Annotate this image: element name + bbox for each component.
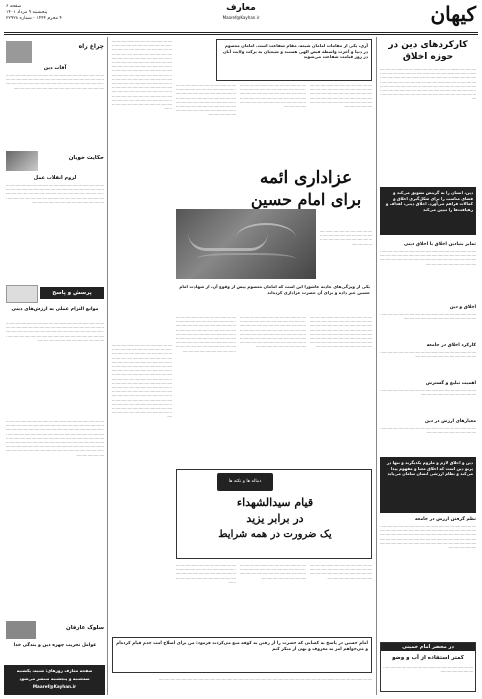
feature-box-2-sub: دنباله ها و نکته ها xyxy=(228,479,262,484)
left-footer-line-1: صفحه معارف روزهای: شنبه، یکشنبه xyxy=(16,668,93,673)
image-caption: یکی از ویژگی‌های حادثه عاشورا این است که امامان معصوم پیش از وقوع آن، از شهادت امام حسین خبر داده و برای آن حضرت عزاداری کرده‌اند xyxy=(179,284,370,295)
left-section-4-title: سلوک عارفان xyxy=(66,625,104,631)
center-area xyxy=(110,37,374,695)
right-subhead-3: کارکرد اخلاق در جامعه xyxy=(426,343,476,348)
right-pull-quote: دین، انسان را به گزینش تشویق می‌کند و فضای مناسب را برای شکل‌گیری اخلاق و کمالات فراهم می‌آورد. اخلاق دینی، اهداف و رهیافت‌ها را تبیین می‌کند xyxy=(380,187,476,235)
feature-box-2-badge xyxy=(217,473,273,491)
center-col-10: ــــ ــــ ــــــ ـــــ ــــ ـــــ ـــــ ـــــــ ـــــ ــــ ـــــ ـــــ ــــ ـــــ ـــــ ـــــ ـــــ ـــــ ـــــ ـــــ ـــــ ـــــ ـــــ ـــــ ـــــ ـــــ ـــــ ـــــ ـــــ ـــــ ـــــ ـــــ ـــــ ـــــ ـــــ ـــــ ـــــ ـــــ ـــــ ـــــ ـــــ ـــــ ـــــ ـــــ xyxy=(176,563,236,584)
feature-box-2-title-2: در برابر یزید xyxy=(246,512,304,525)
left-column xyxy=(4,37,105,695)
right-bottom-box-title: در محضر امام خمینی xyxy=(381,643,475,651)
left-section-1-title: چراغ راه xyxy=(78,43,104,50)
center-col-11: ــــ ــــ ــــــ ـــــ ــــ ـــــ ـــــ ـــــــ ـــــ ــــ ـــــ ـــــ ــــ ـــــ ـــــ ـــــ ـــــ ـــــ ـــــ ـــــ ـــــ ـــــ ـــــ ـــــ ـــــ ـــــ ـــــ ـــــ ـــــ ـــــ ـــــ ـــــ ـــــ ـــــ ـــــ ـــــ ـــــ ـــــ ـــــ ـــــ ـــــ ـــــ ـــــ xyxy=(240,563,306,580)
left-footer-box xyxy=(4,665,105,695)
right-subhead-2: اخلاق و دین xyxy=(449,305,476,310)
center-col-1: ــــ ــــ ــــــ ـــــ ــــ ـــــ ـــــ ـــــــ ـــــ ــــ ـــــ ـــــ ــــ ـــــ ـــــ ـــــ ـــــ ـــــ ـــــ ـــــ ـــــ ـــــ ـــــ ـــــ ـــــ ـــــ ـــــ ـــــ ـــــ ـــــ ـــــ ـــــ ـــــ ـــــ ـــــ ـــــ ـــــ ـــــ ـــــ ـــــ ـــــ ـــــ ـــــ ـــــ ـــــ ـــــ ـــــ ـــــ ـــــ ـــــ ـــــ ـــــ ـــــ ـــــ ـــــ ـــــ ـــــ ـــــ ـــــ ـــــ ـــــ ـــــ ـــــ ـــــ ـــــ ـــــ ـــــ ـــــ ـــــ ـــــ ـــــ ـــــ ـــــ ـــــ ـــــ ـــــ ـــــ ـــــ ـــــ ـــــ ـــــ ـــــ ـــــ ـــــ ـــــ ـــــ ـــــ ـــــ ـــــ ـــــ ـــــ ـــــ ـــــ ـــــ ـــــ ـــــ ـــــ ـــــ ـــــ ـــــ ـــــ ـــــ ـــــ ـــــ ـــــ ـــــ ـــــ ـــــ ـــــ ـــــ ـــــ ـــــ ـــــ ـــــ ـــــ ـــــ ـــــ ـــــ ـــــ ـــــ ـــــ ـــــ ـــــ ـــــ ـــــ ـــــ ـــــ ـــــ ـــــ ـــــ ـــــ ـــــ ـــــ ـــــ ـــــ ـــــ ـــــ ـــــ ـــــ ـــــ ـــــ ـــــ ـــــ ـــــ ـــــ ـــــ ـــــ ـــــ ـــــ ـــــ ـــــ ـــــ ـــــ ـــــ ـــــ ـــــ ـــــ ـــــ ـــــ ـــــ ـــــ ـــــ ـــــ ـــــ ـــــ ـــــ ـــــ ـــــ ـــــ ـــــ xyxy=(112,39,172,111)
center-col-4: ــــ ــــ ــــــ ـــــ ــــ ـــــ ـــــ ـــــــ ـــــ ــــ ـــــ ـــــ ــــ ـــــ ـــــ ـــــ ـــــ ـــــ ـــــ ـــــ ـــــ ـــــ ـــــ ـــــ ـــــ ـــــ ـــــ ـــــ ـــــ ـــــ ـــــ ـــــ ـــــ ـــــ ـــــ ـــــ ـــــ ـــــ ـــــ ـــــ ـــــ ـــــ ـــــ ـــــ ـــــ ـــــ ـــــ ـــــ ـــــ ـــــ ـــــ ـــــ ـــــ ـــــ ـــــ ـــــ ـــــ ـــــ ـــــ ـــــ xyxy=(310,83,372,109)
right-column xyxy=(378,37,478,695)
left-section-4-photo xyxy=(6,621,36,639)
right-text-1: ــــ ــــــ ـــــ ــــــــ ـــ ـــــــ ــــــ ــــ ـــــ ــــــــ ـــ ـــــ ـــــــ ــــ ـــــ ـــــ ـــــــ ــ ـــــ ـــــ ـــــــ ــــــ ــــ ـــــ ـــــــ ـــــ ـــــ ـــــ ـــــــ ــــ ـــــ ـــــ ــــــ ـــــ ـــــ ـــــــ ـــ ـــــ ــــــ ـــــ ــــ ـــــ ـــــــ ـــــ ـــــ ـــــــ ـــــ ـــــ ـــــ ـــــ ـــــ ـــ ـــــ ـــــ ـــــــ ـــــ ـــــ ــــ ـــــ ـــــ ـــــ ـــــ ـــــ ـــــ ـــــ ـــــ ـــــ ـــــ ـــــ ــــ ـــــ ـــــ ـــــ ـــــ ـــــ ـــ ـــــ ـــــ ـــــ ـــــ ـــــ ـــــ ـــــ ـــــ ـــــ ـــــ ـــــ ـــــ ـــــ ـــــ ـــــ ـــــ ـــــ ـــــ ـــــ ـــــ ـــــ ـــــ ـــــ ـــــ ـــــ ـــــ ـــــ ـــــ ـــــ ـــــ ـــــ ـــــ ـــــ ـــــ ـــــ ـــــ ـــــ ـــــ ـــــ ـــــ ـــــ xyxy=(380,67,476,101)
center-col-5: ــــ ــــ ــــــ ـــــ ــــ ـــــ ـــــ ـــــــ ـــــ ــــ ـــــ ـــــ ــــ ـــــ ـــــ ـــــ ـــــ ـــــ ـــــ ـــــ ـــــ ـــــ ـــــ ـــــ ـــــ ـــــ ـــــ ـــــ ـــــ ـــــ ـــــ xyxy=(320,229,372,246)
right-subhead-6: نظم گرفتن ارزش در جامعه xyxy=(415,517,476,522)
image-calligraphy-3 xyxy=(196,253,296,267)
main-title-line-2: برای امام حسین xyxy=(250,190,362,209)
right-text-3: ــــ ــــ ــــــ ـــــ ــــ ـــــ ـــــ ـــــــ ـــــ ــــ ـــــ ـــــ ــــ ـــــ ـــــ ـــــ ـــــ ـــــ ـــــ ـــــ ـــــ ـــــ ـــــ ـــــ ـــــ ـــــ ـــــ ـــــ ـــــ ـــــ xyxy=(380,312,476,321)
image-calligraphy-2 xyxy=(236,223,296,253)
right-text-6: ــــ ــــ ــــــ ـــــ ــــ ـــــ ـــــ ـــــــ ـــــ ــــ ـــــ ـــــ ــــ ـــــ ـــــ ـــــ ـــــ ـــــ ـــــ ـــــ ـــــ ـــــ ـــــ ـــــ ـــــ ـــــ xyxy=(380,426,476,435)
right-text-5: ــــ ــــ ــــــ ـــــ ــــ ـــــ ـــــ ـــــــ ـــــ ــــ ـــــ ـــــ ــــ ـــــ ـــــ ـــــ ـــــ ـــــ ـــــ ـــــ ـــــ ـــــ ـــــ ـــــ ـــــ ـــــ ـــــ xyxy=(380,388,476,397)
left-footer-line-3: Maaref@Kayhan.ir xyxy=(32,684,77,689)
section-site: Maaref@Kayhan.ir xyxy=(222,15,260,20)
featured-image xyxy=(176,209,316,279)
section-title: معارف xyxy=(226,3,256,13)
right-bottom-box: در محضر امام خمینی کمتر استفاده از آب و وضو ــــ ــــ ــــــ ـــــ ــــ ـــــ ـــــ ـــــــ ـــــ ــــ ـــــ ـــــ ــــ ـــــ ـــــ ـــــ ـــــ ـــــ ـــــ ـــــ ـــــ ـــــ xyxy=(380,642,476,692)
left-section-2: حکایت خوبان لزوم انقلاب عمل ــــ ــــ ــــــ ـــــ ــــ ـــــ ـــــ ـــــــ ـــــ ــــ ـــــ ـــــ ــــ ـــــ ـــــ ـــــ ـــــ ـــــ ـــــ ـــــ ـــــ ـــــ ـــــ ـــــ ـــــ ـــــ ـــــ ـــــ ـــــ ـــــ ـــــ ـــــ ـــــ ـــــ ـــــ ـــــ ـــــ ـــــ ـــــ ـــــ ـــــ ـــــ ـــــ ـــــ ـــــ ـــــ ـــــ ـــــ ـــــ ـــــ ـــــ ـــــ ـــــ ـــــ ـــــ ـــــ ـــــ ـــــ ـــــ ـــــ ـــــ ـــــ ـــــ ـــــ ـــــ ـــــ ـــــ ـــــ ـــــ ـــــ ـــــ ـــــ ـــــ ـــــ ـــــ ـــــ ـــــ ـــــ ـــــ ـــــ ـــــ ـــــ xyxy=(4,151,105,281)
right-subhead-5: معیارهای ارزش در دین xyxy=(425,419,476,424)
lead-box: آری، یکی از مقامات امامان شیعه، مقام شفاعت است. امامان معصوم در دنیا و آخرت واسطه فیض الهی هستند و شیعیان به برکت ولایت آنان در روز قیامت شفاعت می‌شوند xyxy=(216,39,372,81)
left-section-3-title: پرسش و پاسخ xyxy=(52,290,92,296)
feature-box-2 xyxy=(176,469,372,559)
header-rule-2 xyxy=(4,34,478,35)
left-section-1: چراغ راه آفات دین ــــ ــــ ــــــ ـــــ ــــ ـــــ ـــــ ـــــــ ـــــ ــــ ـــــ ـــــ ــــ ـــــ ـــــ ـــــ ـــــ ـــــ ـــــ ـــــ ـــــ ـــــ ـــــ ـــــ ـــــ ـــــ ـــــ ـــــ ـــــ ـــــ ـــــ ـــــ ـــــ ـــــ ـــــ ـــــ ـــــ ـــــ ـــــ ـــــ ـــــ ـــــ ـــــ ـــــ ـــــ ـــــ ـــــ ـــــ ـــــ ـــــ ـــــ ـــــ ـــــ ـــــ ـــــ ـــــ ـــــ ـــــ ـــــ ـــــ ـــــ ـــــ ـــــ ـــــ ـــــ ـــــ ـــــ ـــــ xyxy=(6,43,104,90)
left-section-3: پرسش و پاسخ موانع التزام عملی به ارزش‌های دینی ــــ ــــ ــــــ ـــــ ــــ ـــــ ـــــ ـــــــ ـــــ ــــ ـــــ ـــــ ــــ ـــــ ـــــ ـــــ ـــــ ـــــ ـــــ ـــــ ـــــ ـــــ ـــــ ـــــ ـــــ ـــــ ـــــ ـــــ ـــــ ـــــ ـــــ ـــــ ـــــ ـــــ ـــــ ـــــ ـــــ ـــــ ـــــ ـــــ ـــــ ـــــ ـــــ ـــــ ـــــ ـــــ ـــــ ـــــ ـــــ ـــــ ـــــ ـــــ ـــــ ـــــ ـــــ ـــــ ـــــ ـــــ ـــــ ـــــ ـــــ ـــــ ـــــ ـــــ ـــــ ـــــ ـــــ ـــــ ـــــ ـــــ ـــــ ـــــ ـــــ ـــــ ـــــ ـــــ ـــــ ـــــ ـــــ ـــــ ـــــ xyxy=(4,285,105,415)
right-subhead-1: تمایز بنیادین اخلاق با اخلاق دینی xyxy=(403,242,476,247)
left-section-3-photo xyxy=(6,285,38,303)
rule-right xyxy=(376,37,377,695)
feature-box-2-title-3: یک ضرورت در همه شرایط xyxy=(218,529,332,540)
right-text-4: ــــ ــــ ــــــ ـــــ ــــ ـــــ ـــــ ـــــــ ـــــ ــــ ـــــ ـــــ ــــ ـــــ ـــــ ـــــ ـــــ ـــــ ـــــ ـــــ ـــــ ـــــ ـــــ ـــــ ـــــ ـــــ ـــــ ـــــ xyxy=(380,350,476,359)
header-rule xyxy=(4,32,478,33)
center-col-6: ــــ ــــ ــــــ ـــــ ــــ ـــــ ـــــ ـــــــ ـــــ ــــ ـــــ ـــــ ــــ ـــــ ـــــ ـــــ ـــــ ـــــ ـــــ ـــــ ـــــ ـــــ ـــــ ـــــ ـــــ ـــــ ـــــ ـــــ ـــــ ـــــ ـــــ ـــــ ـــــ ـــــ ـــــ ـــــ ـــــ ـــــ ـــــ ـــــ ـــــ ـــــ ـــــ ـــــ ـــــ ـــــ ـــــ ـــــ ـــــ ـــــ ـــــ ـــــ ـــــ ـــــ ـــــ ـــــ ـــــ ـــــ ـــــ ـــــ ـــــ ـــــ ـــــ ـــــ ـــــ ـــــ ـــــ ـــــ ـــــ ـــــ ـــــ ـــــ ـــــ ـــــ ـــــ ـــــ ـــــ ـــــ ـــــ ـــــ ـــــ ـــــ ـــــ ـــــ ـــــ ـــــ ـــــ ـــــ ـــــ ـــــ ـــــ ـــــ ـــــ ـــــ xyxy=(176,315,236,353)
main-title-line-1: عزاداری ائمه xyxy=(259,168,353,188)
right-subhead-4: اهمیت تبلیغ و گسترش xyxy=(425,381,476,386)
center-col-8: ــــ ــــ ــــــ ـــــ ــــ ـــــ ـــــ ـــــــ ـــــ ــــ ـــــ ـــــ ــــ ـــــ ـــــ ـــــ ـــــ ـــــ ـــــ ـــــ ـــــ ـــــ ـــــ ـــــ ـــــ ـــــ ـــــ ـــــ ـــــ ـــــ ـــــ ـــــ ـــــ ـــــ ـــــ ـــــ ـــــ ـــــ ـــــ ـــــ ـــــ ـــــ ـــــ ـــــ ـــــ ـــــ ـــــ ـــــ ـــــ ـــــ ـــــ ـــــ ـــــ ـــــ ـــــ ـــــ ـــــ ـــــ ـــــ ـــــ ـــــ ـــــ ـــــ ـــــ ـــــ ـــــ ـــــ ـــــ ـــــ ـــــ ـــــ ـــــ ـــــ ـــــ ـــــ ـــــ ـــــ ـــــ ـــــ ـــــ ـــــ ـــــ ـــــ ـــــ ـــــ ـــــ ـــــ xyxy=(310,315,372,349)
center-col-13: ــــ ــــ ــــــ ـــــ ــــ ـــــ ـــــ ـــــــ ـــــ ــــ ـــــ ـــــ ــــ ـــــ ـــــ ـــــ ـــــ ـــــ ـــــ ـــــ ـــــ ـــــ ـــــ ـــــ ـــــ ـــــ ـــــ ـــــ ـــــ ـــــ ـــــ ـــــ ـــــ ـــــ ـــــ ـــــ ـــــ ـــــ xyxy=(158,677,372,681)
right-pull-quote-2: دین و اخلاق لازم و ملزوم یکدیگرند و تنها در پرتو دین است که اخلاق معنا و مفهوم پیدا می‌کند و نظام ارزشی انسان سامان می‌یابد xyxy=(380,457,476,513)
right-bottom-box-sub: کمتر استفاده از آب و وضو xyxy=(392,655,464,661)
left-section-2-sub: لزوم انقلاب عمل xyxy=(33,175,77,181)
left-section-3-title-bar xyxy=(40,287,104,299)
right-title: کارکردهای دین در حوزه اخلاق xyxy=(388,40,468,62)
date-line: پنجشنبه ۹ مرداد ۱۴۰۱ xyxy=(6,10,48,15)
bottom-quote-box: امام حسین در پاسخ به کسانی که حضرت را از رفتن به کوفه منع می‌کردند فرمود: من برای اصلاح امت جدم قیام کرده‌ام و می‌خواهم امر به معروف و نهی از منکر کنم xyxy=(112,637,372,673)
center-col-7: ــــ ــــ ــــــ ـــــ ــــ ـــــ ـــــ ـــــــ ـــــ ــــ ـــــ ـــــ ــــ ـــــ ـــــ ـــــ ـــــ ـــــ ـــــ ـــــ ـــــ ـــــ ـــــ ـــــ ـــــ ـــــ ـــــ ـــــ ـــــ ـــــ ـــــ ـــــ ـــــ ـــــ ـــــ ـــــ ـــــ ـــــ ـــــ ـــــ ـــــ ـــــ ـــــ ـــــ ـــــ ـــــ ـــــ ـــــ ـــــ ـــــ ـــــ ـــــ ـــــ ـــــ ـــــ ـــــ ـــــ ـــــ ـــــ ـــــ ـــــ ـــــ ـــــ ـــــ ـــــ ـــــ ـــــ ـــــ ـــــ ـــــ ـــــ ـــــ ـــــ ـــــ ـــــ ـــــ ـــــ ـــــ ـــــ ـــــ ـــــ ـــــ ـــــ ـــــ ـــــ ـــــ ـــــ ـــــ ـــــ ـــــ xyxy=(240,315,306,349)
center-col-9: ــــ ــــ ــــــ ـــــ ــــ ـــــ ـــــ ـــــــ ـــــ ــــ ـــــ ـــــ ــــ ـــــ ـــــ ـــــ ـــــ ـــــ ـــــ ـــــ ـــــ ـــــ ـــــ ـــــ ـــــ ـــــ ـــــ ـــــ ـــــ ـــــ ـــــ ـــــ ـــــ ـــــ ـــــ ـــــ ـــــ ـــــ ـــــ ـــــ ـــــ ـــــ ـــــ ـــــ ـــــ ـــــ ـــــ ـــــ ـــــ ـــــ ـــــ ـــــ ـــــ ـــــ ـــــ ـــــ ـــــ ـــــ ـــــ ـــــ ـــــ ـــــ ـــــ ـــــ ـــــ ـــــ ـــــ ـــــ ـــــ ـــــ ـــــ ـــــ ـــــ ـــــ ـــــ ـــــ ـــــ ـــــ ـــــ ـــــ ـــــ ـــــ ـــــ ـــــ ـــــ ـــــ ـــــ ـــــ ـــــ ـــــ ـــــ ـــــ ـــــ ـــــ ـــــ ـــــ ـــــ ـــــ ـــــ ـــــ ـــــ ـــــ ـــــ ـــــ ـــــ ـــــ ـــــ ـــــ ـــــ ـــــ ـــــ ـــــ ـــــ ـــــ ـــــ ـــــ ـــــ ـــــ ـــــ ـــــ ـــــ ـــــ ـــــ ـــــ ـــــ ـــــ ـــــ ـــــ ـــــ ـــــ ـــــ ـــــ ـــــ ـــــ ـــــ ـــــ ـــــ ـــــ ـــــ ـــــ ـــــ ـــــ ـــــ ـــــ ـــــ ـــــ ـــــ ـــــ ـــــ ـــــ ـــــ ـــــ ـــــ ـــــ ـــــ ـــــ ـــــ ـــــ ـــــ ـــــ ـــــ ـــــ ـــــ ـــــ ـــــ ـــــ ـــــ ـــــ ـــــ ـــــ ـــــ ـــــ ـــــ ـــــ ـــــ ـــــ ـــــ ـــــ ـــــ ـــــ xyxy=(112,343,172,419)
feature-box-2-title-1: قیام سیدالشهداء xyxy=(236,496,314,509)
left-section-4-sub: عوامل تخریب چهره دین و بندگی خدا xyxy=(13,643,97,648)
rule-left xyxy=(107,37,108,695)
right-text-2: ــــ ــــ ــــــ ـــــ ــــ ـــــ ـــــ ـــــــ ـــــ ــــ ـــــ ـــــ ــــ ـــــ ـــــ ـــــ ـــــ ـــــ ـــــ ـــــ ـــــ ـــــ ـــــ ـــــ ـــــ ـــــ ـــــ ـــــ ـــــ ـــــ ـــــ ـــــ ـــــ ـــــ ـــــ ـــــ ـــــ ـــــ ـــــ ـــــ ـــــ ـــــ ـــــ ـــــ ـــــ ـــــ ـــــ ـــــ ـــــ ـــــ ـــــ ـــــ ـــــ ـــــ ـــــ ـــــ ـــــ ـــــ ـــــ ـــــ xyxy=(380,249,476,266)
left-section-3-sub: موانع التزام عملی به ارزش‌های دینی xyxy=(11,307,99,312)
left-section-1-photo xyxy=(6,41,32,63)
left-section-4 xyxy=(4,621,105,661)
right-text-7: ــــ ــــ ــــــ ـــــ ــــ ـــــ ـــــ ـــــــ ـــــ ــــ ـــــ ـــــ ــــ ـــــ ـــــ ـــــ ـــــ ـــــ ـــــ ـــــ ـــــ ـــــ ـــــ ـــــ ـــــ ـــــ ـــــ ـــــ ـــــ ـــــ ـــــ ـــــ ـــــ ـــــ ـــــ ـــــ ـــــ ـــــ ـــــ ـــــ ـــــ ـــــ ـــــ ـــــ ـــــ ـــــ ـــــ ـــــ ـــــ ـــــ ـــــ ـــــ ـــــ ـــــ ـــــ ـــــ ـــــ ـــــ ـــــ ـــــ ـــــ ـــــ ـــــ ـــــ ـــــ ـــــ ـــــ ـــــ ـــــ ـــــ ـــــ ـــــ ـــــ ـــــ ـــــ ـــــ ـــــ ـــــ ـــــ ـــــ ـــــ ـــــ ـــــ ـــــ ـــــ ـــــ ـــــ ـــــ ـــــ ـــــ xyxy=(380,524,476,550)
center-col-3: ــــ ــــ ــــــ ـــــ ــــ ـــــ ـــــ ـــــــ ـــــ ــــ ـــــ ـــــ ــــ ـــــ ـــــ ـــــ ـــــ ـــــ ـــــ ـــــ ـــــ ـــــ ـــــ ـــــ ـــــ ـــــ ـــــ ـــــ ـــــ ـــــ ـــــ ـــــ ـــــ ـــــ ـــــ ـــــ ـــــ ـــــ ـــــ ـــــ ـــــ ـــــ ـــــ ـــــ ـــــ ـــــ ـــــ ـــــ ـــــ ـــــ ـــــ ـــــ ـــــ ـــــ ـــــ ـــــ ـــــ ـــــ ـــــ ـــــ ـــــ ـــــ xyxy=(240,83,306,109)
logo: کیهان xyxy=(430,2,476,26)
center-col-2: ــــ ــــ ــــــ ـــــ ــــ ـــــ ـــــ ـــــــ ـــــ ــــ ـــــ ـــــ ــــ ـــــ ـــــ ـــــ ـــــ ـــــ ـــــ ـــــ ـــــ ـــــ ـــــ ـــــ ـــــ ـــــ ـــــ ـــــ ـــــ ـــــ ـــــ ـــــ ـــــ ـــــ ـــــ ـــــ ـــــ ـــــ ـــــ ـــــ ـــــ ـــــ ـــــ ـــــ ـــــ ـــــ ـــــ ـــــ ـــــ ـــــ ـــــ ـــــ ـــــ ـــــ ـــــ ـــــ ـــــ ـــــ ـــــ ـــــ ـــــ ـــــ ـــــ ـــــ ـــــ ـــــ ـــــ ـــــ ـــــ ـــــ ـــــ ـــــ ـــــ ـــــ ـــــ ـــــ ـــــ ـــــ ـــــ xyxy=(176,83,236,117)
left-footer-line-2: سه‌شنبه و پنجشنبه منتشر می‌شود xyxy=(19,676,90,681)
issue-line: ۴ محرم ۱۴۴۴ - شماره ۲۲۹۲۸ xyxy=(6,16,62,21)
left-section-2-photo xyxy=(6,151,38,171)
left-filler: ــــ ــــ ــــــ ـــــ ــــ ـــــ ـــــ ـــــــ ـــــ ــــ ـــــ ـــــ ــــ ـــــ ـــــ ـــــ ـــــ ـــــ ـــــ ـــــ ـــــ ـــــ ـــــ ـــــ ـــــ ـــــ ـــــ ـــــ ـــــ ـــــ ـــــ ـــــ ـــــ ـــــ ـــــ ـــــ ـــــ ـــــ ـــــ ـــــ ـــــ ـــــ ـــــ ـــــ ـــــ ـــــ ـــــ ـــــ ـــــ ـــــ ـــــ ـــــ ـــــ ـــــ ـــــ ـــــ ـــــ ـــــ ـــــ ـــــ ـــــ ـــــ ـــــ ـــــ ـــــ ـــــ ـــــ ـــــ ـــــ ـــــ ـــــ ـــــ ـــــ ـــــ ـــــ ـــــ ـــــ ـــــ ـــــ ـــــ ـــــ ـــــ ـــــ ـــــ ـــــ ـــــ ـــــ ـــــ ـــــ ـــــ ـــــ ـــــ ـــــ ـــــ ـــــ ـــــ ـــــ ـــــ ـــــ ـــــ ـــــ ـــــ ـــــ ـــــ ـــــ ـــــ ـــــ ـــــ ـــــ ـــــ ـــــ ـــــ ـــــ ـــــ ـــــ ـــــ ـــــ ـــــ ـــــ ـــــ ـــــ ـــــ ـــــ ـــــ ـــــ ـــــ ـــــ ـــــ ـــــ ـــــ ـــــ ـــــ ـــــ ـــــ ـــــ ـــــ ـــــ ـــــ ـــــ ـــــ ـــــ ـــــ ـــــ xyxy=(6,419,104,457)
center-col-12: ــــ ــــ ــــــ ـــــ ــــ ـــــ ـــــ ـــــــ ـــــ ــــ ـــــ ـــــ ــــ ـــــ ـــــ ـــــ ـــــ ـــــ ـــــ ـــــ ـــــ ـــــ ـــــ ـــــ ـــــ ـــــ ـــــ ـــــ ـــــ ـــــ ـــــ ـــــ ـــــ ـــــ ـــــ ـــــ ـــــ ـــــ ـــــ ـــــ ـــــ xyxy=(310,563,372,580)
page-number: صفحه ۶ xyxy=(6,4,22,9)
left-section-2-title: حکایت خوبان xyxy=(68,155,104,161)
header xyxy=(0,0,482,36)
left-section-1-sub: آفات دین xyxy=(43,65,67,71)
